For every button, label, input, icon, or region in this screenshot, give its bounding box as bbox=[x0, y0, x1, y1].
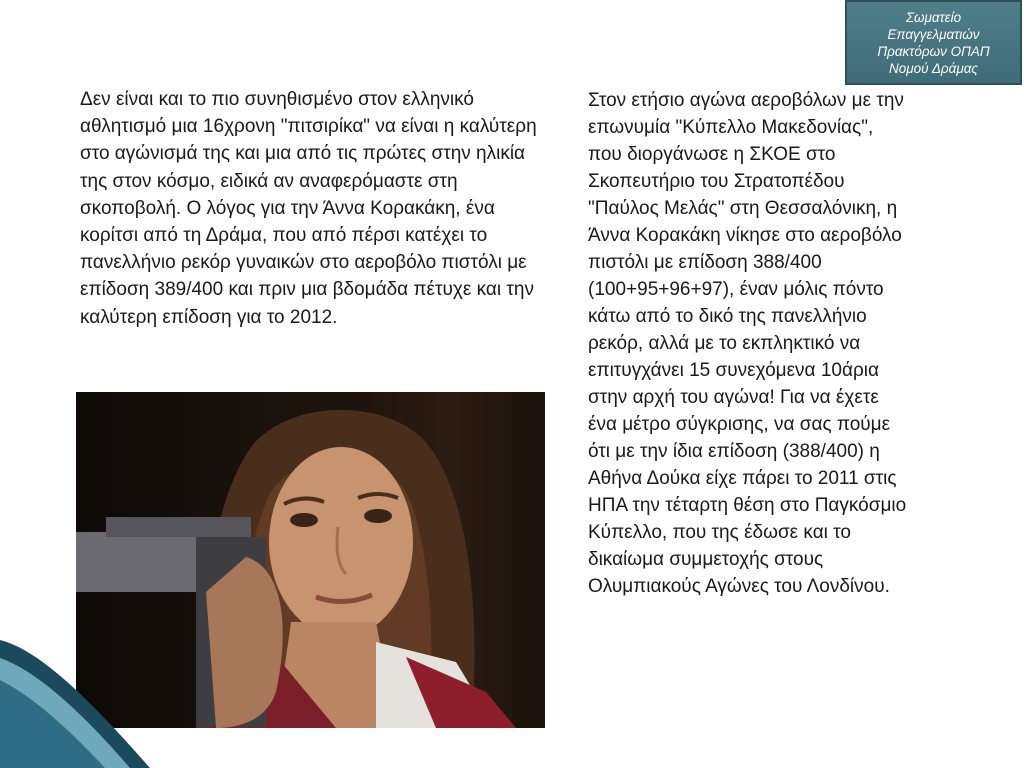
badge-line-2: Επαγγελματιών bbox=[887, 26, 980, 42]
decorative-wave bbox=[0, 640, 150, 768]
badge-line-3: Πρακτόρων ΟΠΑΠ bbox=[877, 43, 990, 59]
competition-paragraph: Στον ετήσιο αγώνα αεροβόλων με την επωνυμία "Κύπελλο Μακεδονίας", που διοργάνωσε η ΣΚΟΕ στο Σκοπευτήριο του Στρατοπέδου "Παύλος Μελάς" στη Θεσσαλόνικη, η Άννα Κορακάκη νίκησε στο αεροβόλο πιστόλι με επίδοση 388/400 (100+95+96+97), έναν μόλις πόντο κάτω από το δικό της πανελλήνιο ρεκόρ, αλλά με το εκπληκτικό να επιτυγχάνει 15 συνεχόμενα 10άρια στην αρχή του αγώνα! Για να έχετε ένα μέτρο σύγκρισης, να σας πούμε ότι με την ίδια επίδοση (388/400) η Αθήνα Δούκα είχε πάρει το 2011 στις ΗΠΑ την τέταρτη θέση στο Παγκόσμιο Κύπελλο, που της έδωσε και το δικαίωμα συμμετοχής στους Ολυμπιακούς Αγώνες του Λονδίνου. bbox=[588, 90, 907, 597]
badge-line-1: Σωματείο bbox=[905, 9, 962, 25]
badge-line-4: Νομού Δράμας bbox=[889, 60, 978, 76]
intro-paragraph: Δεν είναι και το πιο συνηθισμένο στον ελληνικό αθλητισμό μια 16χρονη "πιτσιρίκα" να είναι η καλύτερη στο αγώνισμά της και μια από τις πρώτες στην ηλικία της στον κόσμο, ειδικά αν αναφερόμαστε στη σκοποβολή. Ο λόγος για την Άννα Κορακάκη, ένα κορίτσι από τη Δράμα, που από πέρσι κατέχει το πανελλήνιο ρεκόρ γυναικών στο αεροβόλο πιστόλι με επίδοση 389/400 και πριν μια βδομάδα πέτυχε και την καλύτερη επίδοση για το 2012. bbox=[80, 89, 537, 328]
association-badge bbox=[845, 0, 1022, 85]
